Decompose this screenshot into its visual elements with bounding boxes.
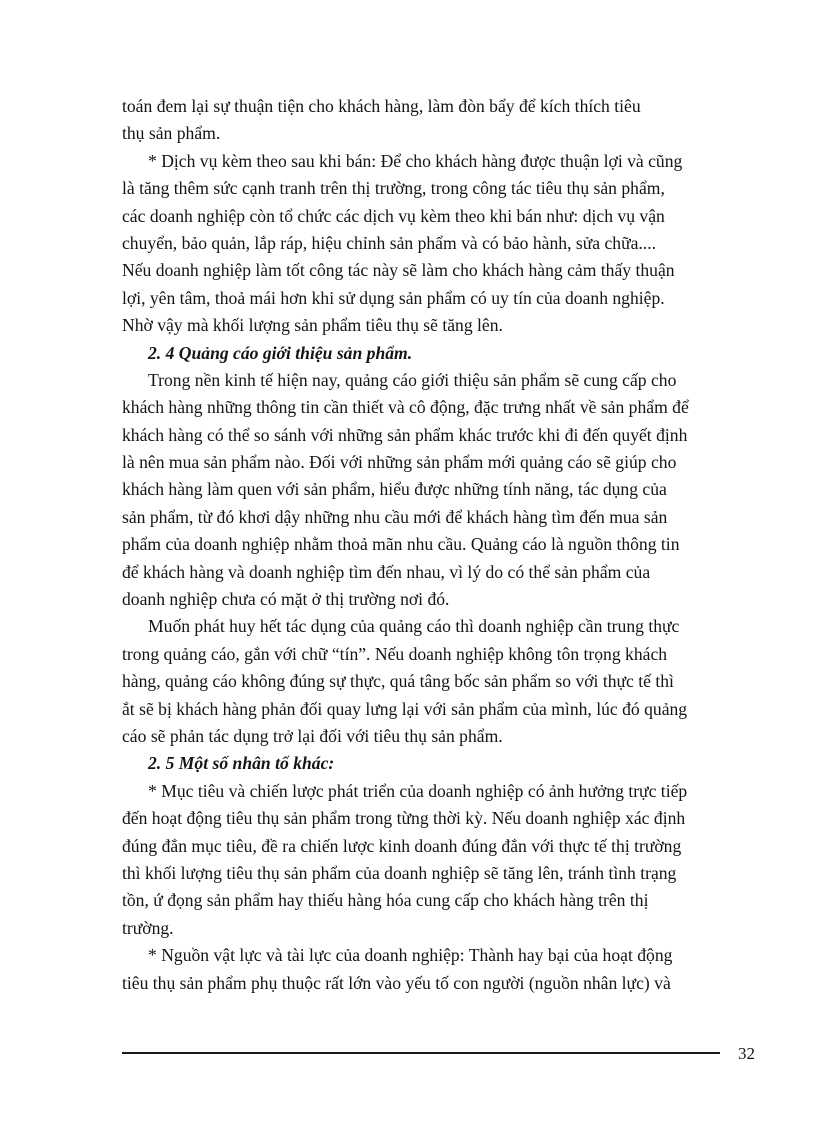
text-line: chuyển, bảo quản, lắp ráp, hiệu chỉnh sản phẩm và có bảo hành, sửa chữa.... — [122, 232, 657, 253]
text-line: Nhờ vậy mà khối lượng sản phẩm tiêu thụ sẽ tăng lên. — [122, 315, 503, 336]
text-line: doanh nghiệp chưa có mặt ở thị trường nơi đó. — [122, 589, 450, 610]
text-line: cáo sẽ phản tác dụng trở lại đối với tiêu thụ sản phẩm. — [122, 725, 503, 746]
paragraph-start-line: Muốn phát huy hết tác dụng của quảng cáo thì doanh nghiệp cần trung thực — [148, 616, 680, 637]
text-line: thụ sản phẩm. — [122, 123, 221, 144]
text-line: đến hoạt động tiêu thụ sản phẩm trong từng thời kỳ. Nếu doanh nghiệp xác định — [122, 808, 686, 829]
footer-divider — [122, 1052, 720, 1054]
text-line: là tăng thêm sức cạnh tranh trên thị trường, trong công tác tiêu thụ sản phẩm, — [122, 178, 665, 199]
paragraph-start-line: Trong nền kinh tế hiện nay, quảng cáo giới thiệu sản phẩm sẽ cung cấp cho — [148, 369, 677, 390]
paragraph-start-line: * Nguồn vật lực và tài lực của doanh nghiệp: Thành hay bại của hoạt động — [148, 945, 673, 966]
section-heading: 2. 5 Một số nhân tố khác: — [148, 753, 335, 774]
text-line: để khách hàng và doanh nghiệp tìm đến nhau, vì lý do có thể sản phẩm của — [122, 561, 651, 582]
text-line: Nếu doanh nghiệp làm tốt công tác này sẽ làm cho khách hàng cảm thấy thuận — [122, 260, 675, 281]
text-line: phẩm của doanh nghiệp nhằm thoả mãn nhu cầu. Quảng cáo là nguồn thông tin — [122, 534, 680, 555]
text-line: các doanh nghiệp còn tổ chức các dịch vụ kèm theo khi bán như: dịch vụ vận — [122, 205, 665, 226]
paragraph-start-line: * Dịch vụ kèm theo sau khi bán: Để cho khách hàng được thuận lợi và cũng — [148, 150, 683, 171]
text-line: ắt sẽ bị khách hàng phản đối quay lưng lại với sản phẩm của mình, lúc đó quảng — [122, 698, 688, 719]
text-line: sản phẩm, từ đó khơi dậy những nhu cầu mới để khách hàng tìm đến mua sản — [122, 506, 668, 527]
text-line: toán đem lại sự thuận tiện cho khách hàng, làm đòn bẩy để kích thích tiêu — [122, 96, 641, 116]
text-line: trong quảng cáo, gắn với chữ “tín”. Nếu doanh nghiệp không tôn trọng khách — [122, 643, 668, 664]
text-line: là nên mua sản phẩm nào. Đối với những sản phẩm mới quảng cáo sẽ giúp cho — [122, 452, 677, 473]
text-line: khách hàng những thông tin cần thiết và cô động, đặc trưng nhất về sản phẩm để — [122, 397, 689, 418]
section-heading: 2. 4 Quảng cáo giới thiệu sản phẩm. — [148, 342, 413, 363]
page-number: 32 — [738, 1044, 755, 1063]
text-line: đúng đắn mục tiêu, đề ra chiến lược kinh doanh đúng đắn với thực tế thị trường — [122, 835, 682, 856]
text-line: khách hàng có thể so sánh với những sản phẩm khác trước khi đi đến quyết định — [122, 424, 688, 445]
text-line: tồn, ứ đọng sản phẩm hay thiếu hàng hóa cung cấp cho khách hàng trên thị — [122, 890, 649, 911]
text-line: khách hàng làm quen với sản phẩm, hiểu được những tính năng, tác dụng của — [122, 479, 667, 500]
body-text — [122, 93, 759, 997]
text-line: lợi, yên tâm, thoả mái hơn khi sử dụng sản phẩm có uy tín của doanh nghiệp. — [122, 287, 665, 308]
text-line: thì khối lượng tiêu thụ sản phẩm của doanh nghiệp sẽ tăng lên, tránh tình trạng — [122, 862, 677, 883]
text-line: trường. — [122, 917, 174, 938]
paragraph-start-line: * Mục tiêu và chiến lược phát triển của doanh nghiệp có ảnh hưởng trực tiếp — [148, 780, 688, 801]
text-line: hàng, quảng cáo không đúng sự thực, quá tâng bốc sản phẩm so với thực tế thì — [122, 671, 674, 692]
text-line: tiêu thụ sản phẩm phụ thuộc rất lớn vào yếu tố con người (nguồn nhân lực) và — [122, 972, 671, 993]
